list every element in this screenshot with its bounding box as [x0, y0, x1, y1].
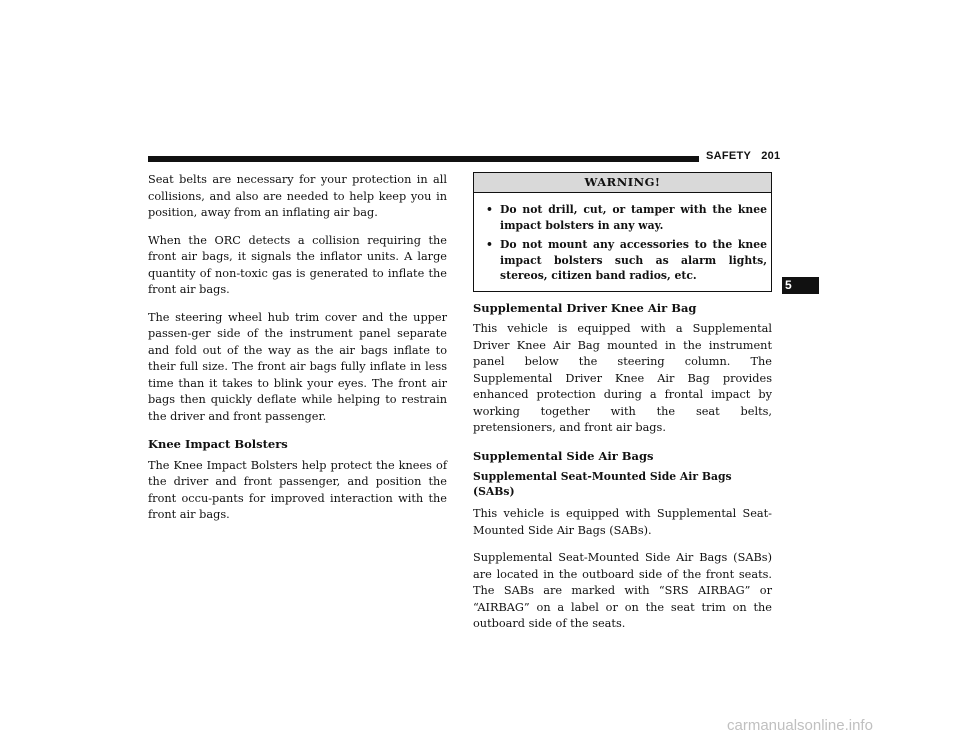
- heading-driver-knee-air-bag: Supplemental Driver Knee Air Bag: [473, 300, 697, 315]
- warning-list: [474, 193, 771, 291]
- paragraph-driver-knee-air-bag: This vehicle is equipped with a Supplemental Driver Knee Air Bag mounted in the instrument panel below the steering column. The Supplemental Driver Knee Air Bag provides enhanced protection during a frontal impact by working together with the seat belts, pretensioners, and front air bags.: [473, 322, 772, 434]
- left-column: [148, 172, 447, 535]
- paragraph-orc-detects: When the ORC detects a collision requiring the front air bags, it signals the inflator units. A large quantity of non-toxic gas is generated to inflate the front air bags.: [148, 233, 447, 296]
- paragraph-knee-bolsters: The Knee Impact Bolsters help protect the knees of the driver and front passenger, and position the front occu-pants for improved interaction with the front air bags.: [148, 458, 447, 521]
- chapter-tab: 5: [782, 277, 819, 294]
- section-title: SAFETY: [706, 150, 752, 162]
- warning-item: [486, 202, 767, 233]
- subheading-seat-mounted-sabs: Supplemental Seat-Mounted Side Air Bags (SABs): [473, 470, 732, 498]
- warning-item-text: Do not drill, cut, or tamper with the knee impact bolsters in any way.: [500, 203, 767, 232]
- bullet-icon: •: [486, 203, 493, 216]
- warning-item: [486, 237, 767, 284]
- warning-title: WARNING!: [474, 173, 771, 193]
- heading-knee-impact-bolsters: Knee Impact Bolsters: [148, 437, 288, 451]
- paragraph-sabs-location: Supplemental Seat-Mounted Side Air Bags (SABs) are located in the outboard side of the front seats. The SABs are marked with “SRS AIRBAG” or “AIRBAG” on a label or on the seat trim on the outboard side of the seats.: [473, 551, 772, 630]
- header-rule: [148, 156, 699, 162]
- warning-item-text: Do not mount any accessories to the knee impact bolsters such as alarm lights, stereos, citizen band radios, etc.: [500, 238, 767, 282]
- paragraph-sabs-equipped: This vehicle is equipped with Supplemental Seat-Mounted Side Air Bags (SABs).: [473, 507, 772, 537]
- paragraph-seat-belts: Seat belts are necessary for your protection in all collisions, and also are needed to help keep you in position, away from an inflating air bag.: [148, 173, 447, 219]
- page-number: 201: [761, 150, 781, 162]
- warning-box: [473, 172, 772, 292]
- heading-side-air-bags: Supplemental Side Air Bags: [473, 448, 654, 463]
- right-column: [473, 172, 772, 644]
- watermark: carmanualsonline.info: [727, 717, 873, 734]
- paragraph-steering-wheel: The steering wheel hub trim cover and the upper passen-ger side of the instrument panel separate and fold out of the way as the air bags inflate to their full size. The front air bags fully inflate in less time than it takes to blink your eyes. The front air bags then quickly deflate while helping to restrain the driver and front passenger.: [148, 310, 447, 423]
- bullet-icon: •: [486, 238, 493, 251]
- running-header: [706, 150, 780, 162]
